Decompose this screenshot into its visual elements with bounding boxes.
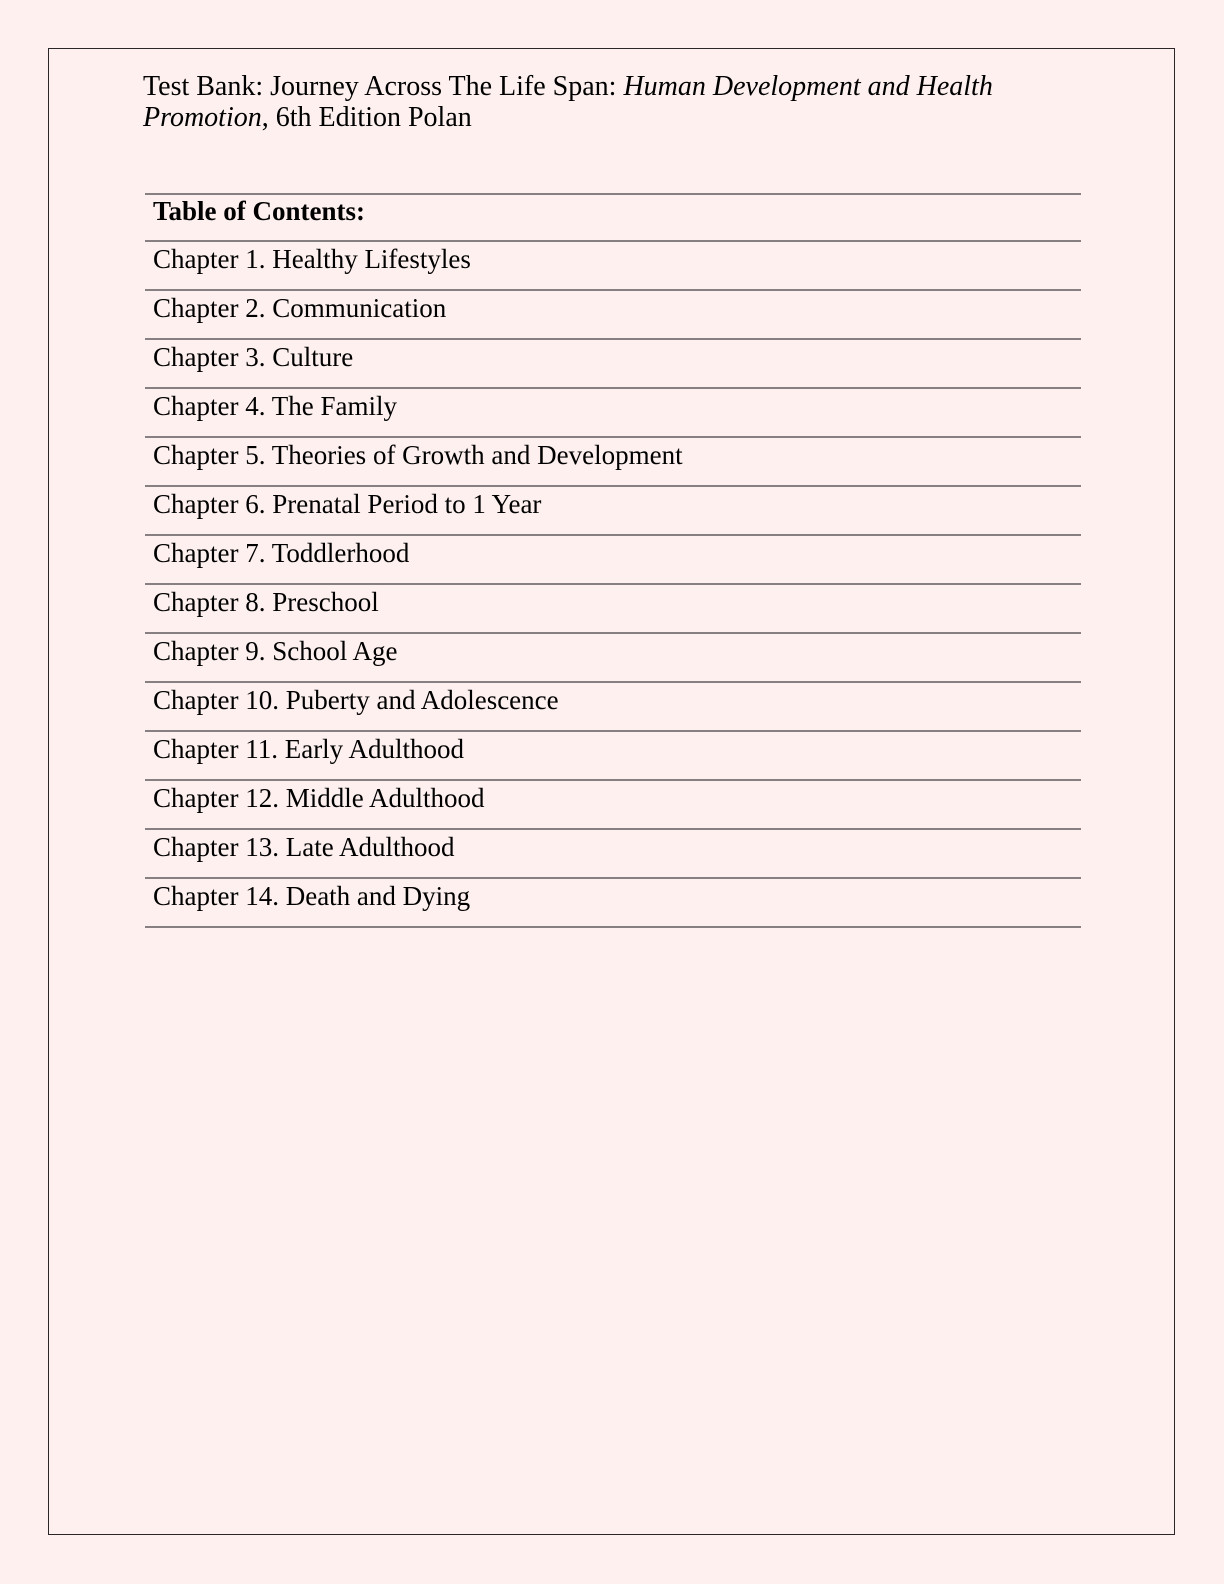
document-title-line2 [143, 102, 1083, 133]
toc-header-row [145, 193, 1081, 240]
toc-chapter-label: Chapter 11. Early Adulthood [153, 734, 464, 764]
toc-chapter-label: Chapter 12. Middle Adulthood [153, 783, 485, 813]
toc-chapter-row [145, 779, 1081, 828]
toc-chapter-row [145, 289, 1081, 338]
toc-chapter-row [145, 240, 1081, 289]
title-line2-regular: , 6th Edition Polan [261, 102, 472, 133]
title-line1-regular: Test Bank: Journey Across The Life Span: [143, 71, 624, 102]
toc-chapter-row [145, 877, 1081, 926]
toc-chapter-label: Chapter 10. Puberty and Adolescence [153, 685, 559, 715]
toc-header-label: Table of Contents: [153, 196, 366, 226]
toc-chapter-label: Chapter 4. The Family [153, 391, 397, 421]
toc-chapter-row [145, 828, 1081, 877]
toc-chapter-list [145, 240, 1081, 926]
toc-chapter-label: Chapter 3. Culture [153, 342, 354, 372]
toc-chapter-row [145, 485, 1081, 534]
toc-chapter-label: Chapter 8. Preschool [153, 587, 379, 617]
toc-chapter-label: Chapter 1. Healthy Lifestyles [153, 244, 471, 274]
page-border-frame [48, 48, 1175, 1535]
document-title-line1 [143, 71, 1083, 102]
toc-chapter-label: Chapter 7. Toddlerhood [153, 538, 410, 568]
toc-chapter-row [145, 387, 1081, 436]
toc-chapter-label: Chapter 14. Death and Dying [153, 881, 471, 911]
document-title [143, 71, 1083, 133]
toc-chapter-row [145, 338, 1081, 387]
toc-chapter-label: Chapter 13. Late Adulthood [153, 832, 455, 862]
title-line1-italic: Human Development and Health [623, 71, 993, 102]
toc-chapter-row [145, 730, 1081, 779]
toc-chapter-row [145, 632, 1081, 681]
toc-chapter-label: Chapter 5. Theories of Growth and Development [153, 440, 683, 470]
toc-chapter-label: Chapter 9. School Age [153, 636, 398, 666]
toc-chapter-row [145, 583, 1081, 632]
toc-chapter-label: Chapter 2. Communication [153, 293, 447, 323]
table-of-contents [145, 193, 1081, 928]
toc-chapter-row [145, 436, 1081, 485]
toc-chapter-label: Chapter 6. Prenatal Period to 1 Year [153, 489, 542, 519]
toc-chapter-row [145, 534, 1081, 583]
title-line2-italic: Promotion [143, 102, 262, 133]
toc-chapter-row [145, 681, 1081, 730]
